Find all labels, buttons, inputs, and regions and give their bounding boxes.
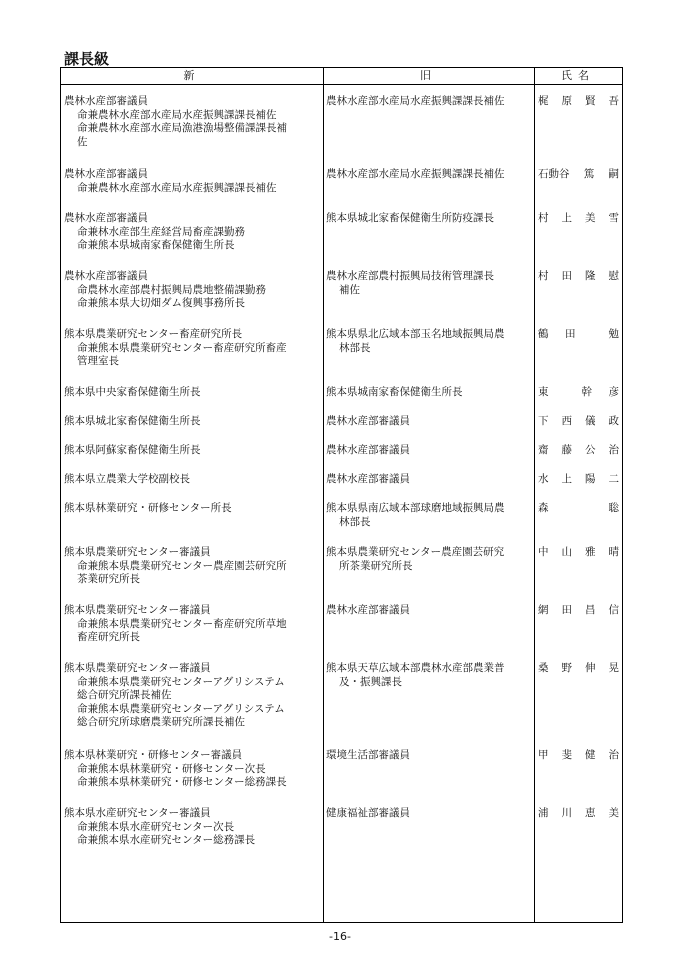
old-position-cell [323,168,534,212]
name-character: 公 [585,444,596,456]
old-position-line: 熊本県農業研究センター農産園芸研究 [326,546,505,558]
new-position-line: 命兼林水産部生産経営局畜産課勤務 [77,225,245,238]
new-position-line: 命兼熊本県水産研究センター総務課長 [77,834,256,846]
name-character: 嗣 [608,168,619,180]
person-name-cell [534,270,622,328]
name-character: 信 [608,604,619,616]
name-character: 晴 [608,546,619,558]
name-character: 水 [538,473,549,485]
person-name-cell [534,168,622,212]
old-position-cell [323,328,534,386]
new-position-line: 命兼農林水産部水産局水産振興課課長補佐 [77,108,277,121]
new-position-line: 命兼熊本県林業研究・研修センター次長 [77,762,266,775]
person-name-cell [534,444,622,473]
header-name: 氏名 [561,69,595,82]
name-character: 陽 [585,473,596,485]
table-row [61,95,622,168]
new-position-cell [61,212,323,270]
new-position-line: 熊本県農業研究センター審議員 [64,546,211,558]
name-character: 斐 [561,749,572,761]
person-name-cell [534,95,622,168]
new-position-line: 熊本県農業研究センター畜産研究所長 [64,328,243,340]
name-character: 村 [538,270,549,282]
new-position-line: 総合研究所球磨農業研究所課長補佐 [77,716,245,728]
old-position-cell [323,662,534,749]
name-character: 雪 [608,212,619,224]
old-position-cell [323,807,534,865]
table-row [61,749,622,807]
table-row [61,444,622,473]
old-position-line: 健康福祉部審議員 [326,807,410,819]
name-character: 昌 [585,604,596,616]
table-row [61,807,622,865]
old-position-line: 農林水産部水産局水産振興課課長補佐 [326,168,505,180]
name-character: 勉 [608,328,619,340]
name-character: 原 [561,95,572,107]
old-position-line: 及・振興課長 [339,675,402,688]
name-character: 政 [608,415,619,427]
name-character: 慰 [608,270,619,282]
new-position-line: 命兼熊本県水産研究センター次長 [77,820,235,833]
old-position-line: 農林水産部農村振興局技術管理課長 [326,270,494,282]
new-position-line: 命農林水産部農村振興局農地整備課勤務 [77,283,266,296]
name-character: 上 [561,473,572,485]
table-row [61,662,622,749]
old-position-line: 所茶業研究所長 [339,559,413,572]
new-position-line: 農林水産部審議員 [64,168,148,180]
name-character: 石動谷 [538,168,570,180]
new-position-line: 熊本県阿蘇家畜保健衛生所長 [64,444,201,456]
name-character: 田 [561,604,572,616]
new-position-line: 管理室長 [77,355,119,367]
new-position-line: 熊本県林業研究・研修センター審議員 [64,749,243,761]
table-row [61,502,622,546]
new-position-line: 農林水産部審議員 [64,212,148,224]
name-character: 治 [608,749,619,761]
old-position-line: 熊本県県北広域本部玉名地域振興局農 [326,328,505,340]
name-character: 伸 [585,662,596,674]
person-name-cell [534,749,622,807]
new-position-cell [61,662,323,749]
new-position-cell [61,444,323,473]
old-position-line: 熊本県県南広域本部球磨地域振興局農 [326,502,505,514]
name-character: 吾 [608,95,619,107]
person-name-cell [534,546,622,604]
name-character: 晃 [608,662,619,674]
new-position-line: 命兼農林水産部水産局漁港漁場整備課課長補 [77,122,287,134]
new-position-line: 農林水産部審議員 [64,270,148,282]
new-position-line: 命兼熊本県林業研究・研修センター総務課長 [77,776,287,788]
new-position-cell [61,473,323,502]
new-position-cell [61,807,323,865]
old-position-line: 熊本県城南家畜保健衛生所長 [326,386,463,398]
name-character: 森 [538,502,549,514]
old-position-cell [323,473,534,502]
new-position-line: 命兼農林水産部水産局水産振興課課長補佐 [77,181,277,194]
name-character: 川 [561,807,572,819]
old-position-cell [323,415,534,444]
person-name-cell [534,807,622,865]
name-character: 隆 [585,270,596,282]
name-character: 田 [561,270,572,282]
new-position-line: 熊本県城北家畜保健衛生所長 [64,415,201,427]
table-row [61,168,622,212]
new-position-line: 佐 [77,135,88,148]
old-position-cell [323,502,534,546]
new-position-cell [61,386,323,415]
name-character: 治 [608,444,619,456]
new-position-line: 命兼熊本県城南家畜保健衛生所長 [77,239,235,251]
name-character: 藤 [561,444,572,456]
header-old: 旧 [420,69,437,82]
old-position-line: 補佐 [339,283,360,296]
name-character: 篤 [583,168,595,180]
old-position-line: 熊本県天草広域本部農林水産部農業普 [326,662,505,674]
name-character: 齋 [538,444,549,456]
old-position-cell [323,546,534,604]
name-character: 彦 [608,386,619,398]
new-position-cell [61,546,323,604]
old-position-line: 農林水産部審議員 [326,444,410,456]
old-position-line: 農林水産部審議員 [326,473,410,485]
old-position-line: 熊本県城北家畜保健衛生所防疫課長 [326,212,494,224]
new-position-cell [61,168,323,212]
old-position-line: 農林水産部水産局水産振興課課長補佐 [326,95,505,107]
new-position-line: 命兼熊本県農業研究センター農産園芸研究所 [77,559,287,572]
new-position-line: 総合研究所課長補佐 [77,689,172,701]
old-position-cell [323,604,534,662]
old-position-cell [323,749,534,807]
new-position-line: 命兼熊本県農業研究センター畜産研究所畜産 [77,341,287,354]
name-character: 賢 [585,95,596,107]
new-position-line: 命兼熊本県農業研究センターアグリシステム [77,702,285,715]
name-character: 恵 [585,807,596,819]
new-position-cell [61,95,323,168]
name-character: 西 [561,415,572,427]
new-position-line: 熊本県立農業大学校副校長 [64,473,190,485]
person-name-cell [534,604,622,662]
table-row [61,212,622,270]
new-position-cell [61,604,323,662]
name-character: 田 [565,328,576,340]
table-row [61,415,622,444]
name-character: 村 [538,212,549,224]
name-character: 美 [585,212,596,224]
old-position-line: 林部長 [339,515,371,528]
name-character: 雅 [585,546,596,558]
new-position-cell [61,415,323,444]
name-character: 甲 [538,749,549,761]
personnel-table [60,67,623,923]
person-name-cell [534,328,622,386]
new-position-line: 命兼熊本県農業研究センター畜産研究所草地 [77,617,287,630]
table-row [61,604,622,662]
name-character: 桑 [538,662,549,674]
name-character: 美 [608,807,619,819]
old-position-cell [323,95,534,168]
new-position-line: 茶業研究所長 [77,573,140,585]
person-name-cell [534,473,622,502]
table-row [61,473,622,502]
section-title: 課長級 [64,50,110,68]
new-position-line: 熊本県林業研究・研修センター所長 [64,502,232,514]
name-character: 上 [561,212,572,224]
name-character: 中 [538,546,549,558]
new-position-line: 熊本県農業研究センター審議員 [64,662,211,674]
page-number: -16- [329,930,351,943]
table-row [61,328,622,386]
table-row [61,546,622,604]
name-character: 梶 [538,95,549,107]
old-position-cell [323,212,534,270]
name-character: 幹 [581,386,592,398]
old-position-line: 林部長 [339,341,371,354]
table-row [61,270,622,328]
name-character: 二 [608,473,619,485]
new-position-cell [61,270,323,328]
name-character: 下 [538,415,549,427]
person-name-cell [534,502,622,546]
name-character: 浦 [538,807,549,819]
old-position-cell [323,270,534,328]
table-body [61,95,622,865]
name-character: 山 [561,546,572,558]
new-position-cell [61,502,323,546]
old-position-line: 環境生活部審議員 [326,749,410,761]
person-name-cell [534,386,622,415]
new-position-line: 命兼熊本県農業研究センターアグリシステム [77,675,285,688]
old-position-cell [323,444,534,473]
table-header [61,68,622,85]
person-name-cell [534,662,622,749]
name-character: 鶴 [538,328,549,340]
old-position-cell [323,386,534,415]
new-position-line: 畜産研究所長 [77,631,140,643]
name-character: 聡 [608,502,619,514]
person-name-cell [534,415,622,444]
name-character: 儀 [585,415,596,427]
name-character: 網 [538,604,549,616]
old-position-line: 農林水産部審議員 [326,415,410,427]
name-character: 東 [538,386,549,398]
table-row [61,386,622,415]
new-position-cell [61,749,323,807]
new-position-line: 農林水産部審議員 [64,95,148,107]
name-character: 野 [561,662,572,674]
new-position-line: 熊本県水産研究センター審議員 [64,807,211,819]
header-new: 新 [183,69,201,82]
person-name-cell [534,212,622,270]
new-position-line: 熊本県農業研究センター審議員 [64,604,211,616]
old-position-line: 農林水産部審議員 [326,604,410,616]
name-character: 健 [585,749,596,761]
new-position-line: 命兼熊本県大切畑ダム復興事務所長 [77,297,245,309]
new-position-line: 熊本県中央家畜保健衛生所長 [64,386,201,398]
new-position-cell [61,328,323,386]
